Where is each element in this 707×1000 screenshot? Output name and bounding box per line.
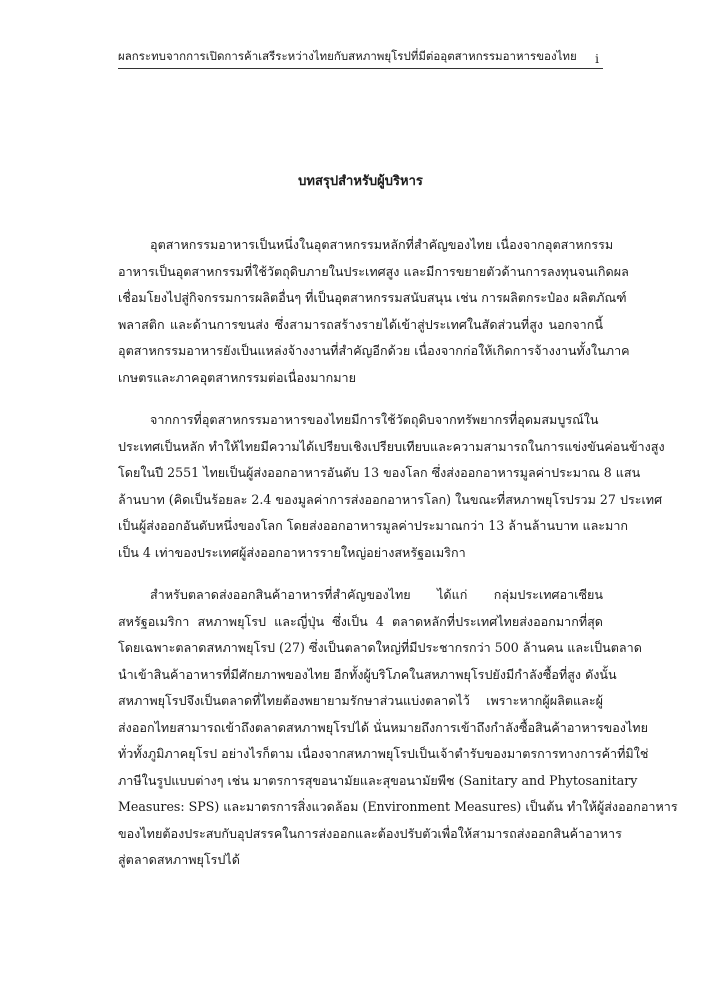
text-line: ประเทศเป็นหลัก ทำให้ไทยมีความได้เปรียบเชิงเปรียบเทียบและความสามารถในการแข่งขันค่อนข้างสูง: [118, 438, 665, 454]
section-title: บทสรุปสำหรับผู้บริหาร: [298, 174, 423, 189]
text-line: ส่งออกไทยสามารถเข้าถึงตลาดสหภาพยุโรปได้ นั่นหมายถึงการเข้าถึงกำลังซื้อสินค้าอาหารของไทย: [118, 719, 648, 735]
text-line: อาหารเป็นอุตสาหกรรมที่ใช้วัตถุดิบภายในประเทศสูง และมีการขยายตัวด้านการลงทุนจนเกิดผล: [118, 263, 629, 279]
text-line: โดยเฉพาะตลาดสหภาพยุโรป (27) ซึ่งเป็นตลาดใหญ่ที่มีประชากรกว่า 500 ล้านคน และเป็นตลาด: [118, 640, 642, 655]
text-line: ภาษีในรูปแบบต่างๆ เช่น มาตรการสุขอนามัยและสุขอนามัยพืช (Sanitary and Phytosanitary: [118, 772, 638, 788]
text-line: เป็นผู้ส่งออกอันดับหนึ่งของโลก โดยส่งออกอาหารมูลค่าประมาณกว่า 13 ล้านล้านบาท และมาก: [118, 518, 629, 533]
paragraph-2: [118, 407, 665, 566]
running-header: [118, 44, 603, 69]
text-line: อุตสาหกรรมอาหารเป็นหนึ่งในอุตสาหกรรมหลักที่สำคัญของไทย เนื่องจากอุตสาหกรรม: [150, 237, 614, 252]
text-line: สหภาพยุโรปจึงเป็นตลาดที่ไทยต้องพยายามรักษาส่วนแบ่งตลาดไว้ เพราะหากผู้ผลิตและผู้: [118, 693, 603, 708]
text-line: เกษตรและภาคอุตสาหกรรมต่อเนื่องมากมาย: [118, 369, 356, 385]
document-body: [118, 232, 678, 890]
text-line: เชื่อมโยงไปสู่กิจกรรมการผลิตอื่นๆ ที่เป็นอุตสาหกรรมสนับสนุน เช่น การผลิตกระป๋อง ผลิตภัณฑ์: [118, 290, 627, 305]
text-line: ของไทยต้องประสบกับอุปสรรคในการส่งออกและต้องปรับตัวเพื่อให้สามารถส่งออกสินค้าอาหาร: [118, 825, 622, 841]
text-line: พลาสติก และด้านการขนส่ง ซึ่งสามารถสร้างรายได้เข้าสู่ประเทศในสัดส่วนที่สูง นอกจากนี้: [118, 316, 603, 332]
paragraph-1: [118, 232, 630, 391]
running-title: ผลกระทบจากการเปิดการค้าเสรีระหว่างไทยกับสหภาพยุโรปที่มีต่ออุตสาหกรรมอาหารของไทย: [118, 49, 577, 63]
text-line: นำเข้าสินค้าอาหารที่มีศักยภาพของไทย อีกทั้งผู้บริโภคในสหภาพยุโรปยังมีกำลังซื้อที่สูง ดังนั้น: [118, 666, 617, 682]
text-line: ล้านบาท (คิดเป็นร้อยละ 2.4 ของมูลค่าการส่งออกอาหารโลก) ในขณะที่สหภาพยุโรปรวม 27 ประเทศ: [118, 491, 663, 507]
paragraph-3: [118, 582, 678, 874]
page-number: i: [595, 52, 599, 66]
text-line: เป็น 4 เท่าของประเทศผู้ส่งออกอาหารรายใหญ่อย่างสหรัฐอเมริกา: [118, 544, 466, 560]
text-line: ทั่วทั้งภูมิภาคยุโรป อย่างไรก็ตาม เนื่องจากสหภาพยุโรปเป็นเจ้าตำรับของมาตรการทางการค้าที่มิใช่: [118, 746, 649, 761]
text-line: สำหรับตลาดส่งออกสินค้าอาหารที่สำคัญของไทย ได้แก่ กลุ่มประเทศอาเซียน: [150, 587, 603, 602]
text-line: จากการที่อุตสาหกรรมอาหารของไทยมีการใช้วัตถุดิบจากทรัพยากรที่อุดมสมบูรณ์ใน: [150, 412, 599, 427]
text-line: Measures: SPS) และมาตรการสิ่งแวดล้อม (Environment Measures) เป็นต้น ทำให้ผู้ส่งออกอาหาร: [118, 799, 678, 814]
text-line: อุตสาหกรรมอาหารยังเป็นแหล่งจ้างงานที่สำคัญอีกด้วย เนื่องจากก่อให้เกิดการจ้างงานทั้งในภาค: [118, 343, 630, 358]
text-line: โดยในปี 2551 ไทยเป็นผู้ส่งออกอาหารอันดับ 13 ของโลก ซึ่งส่งออกอาหารมูลค่าประมาณ 8 แสน: [118, 465, 641, 480]
text-line: สหรัฐอเมริกา สหภาพยุโรป และญี่ปุ่น ซึ่งเป็น 4 ตลาดหลักที่ประเทศไทยส่งออกมากที่สุด: [118, 613, 603, 629]
text-line: สู่ตลาดสหภาพยุโรปได้: [118, 852, 240, 867]
